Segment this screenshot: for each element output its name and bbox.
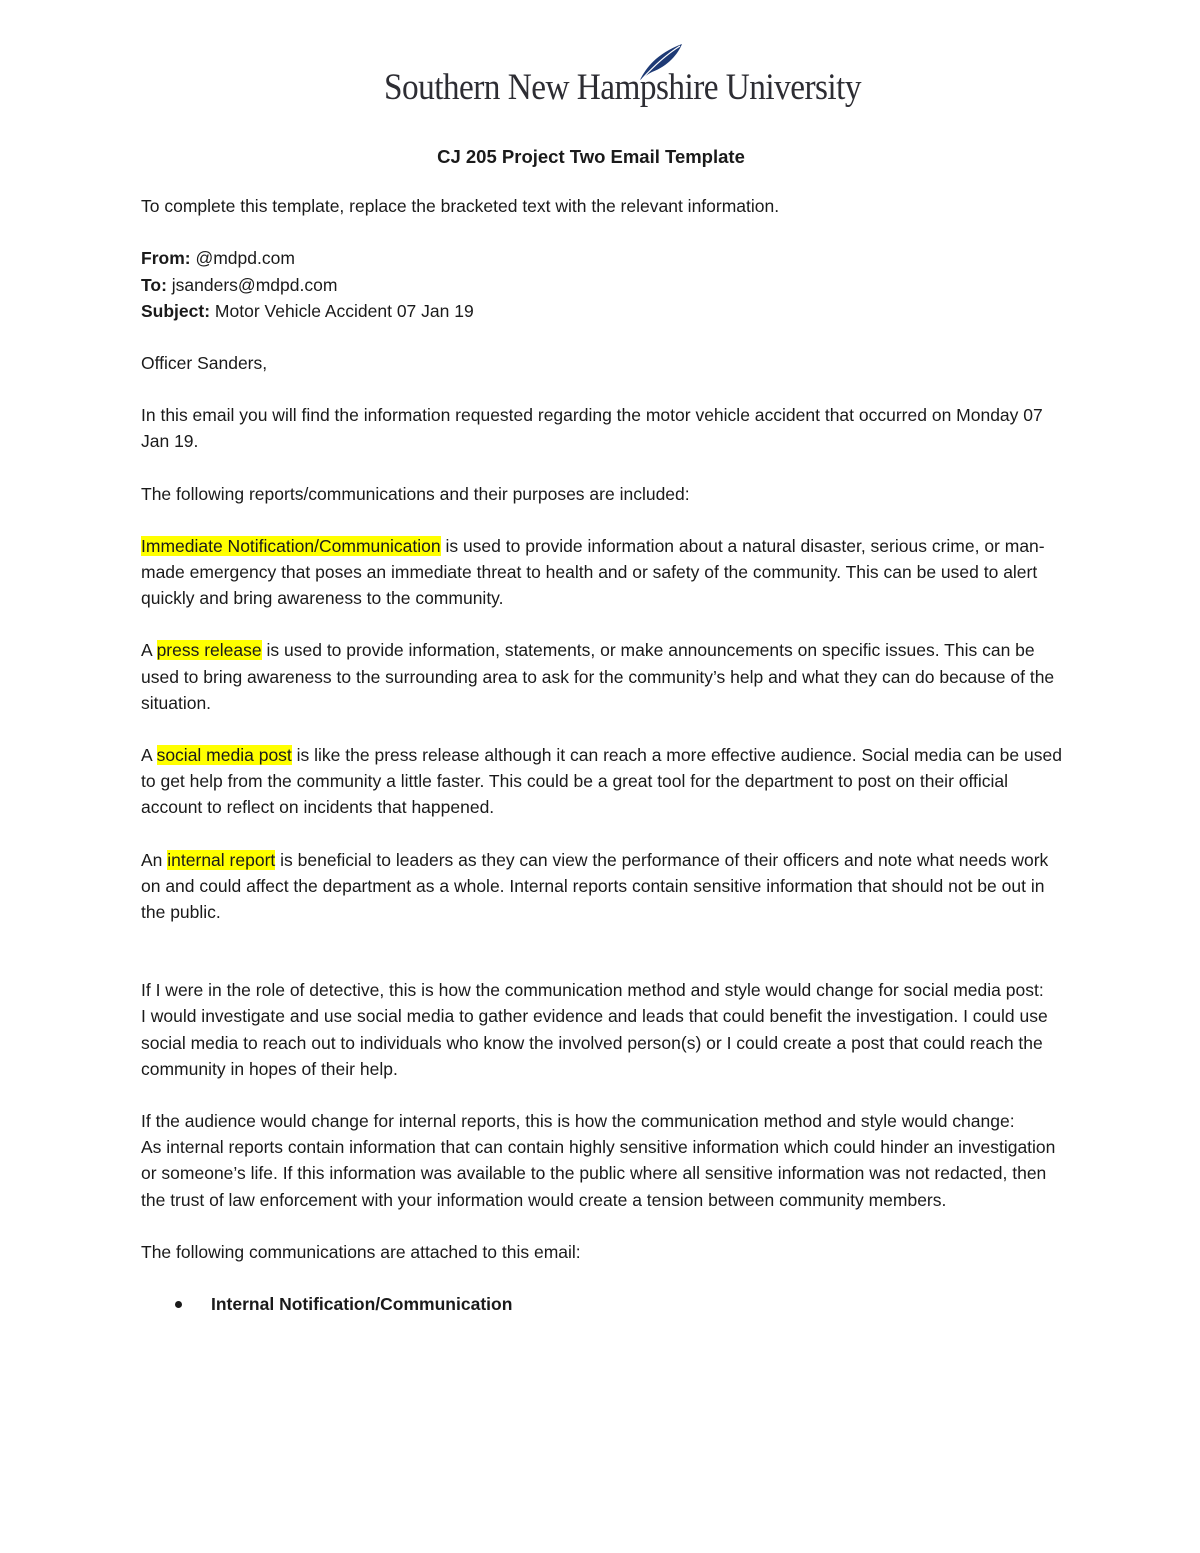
highlighted-term: internal report (167, 849, 276, 870)
highlighted-term: Immediate Notification/Communication (141, 535, 441, 556)
audience-answer: As internal reports contain information that can contain highly sensitive information which could hinder an investigation or someone’s life. If this information was available to the public where all sensitive information was not redacted, then the trust of law enforcement with your information would create a tension between community members. (141, 1137, 1056, 1210)
item-prefix: A (141, 640, 157, 661)
to-value: jsanders@mdpd.com (166, 274, 338, 295)
attachments-intro: The following communications are attached to this email: (141, 1241, 581, 1262)
greeting: Officer Sanders, (141, 353, 268, 374)
item-text: is beneficial to leaders as they can view the performance of their officers and note what needs work on and could affect the department as a whole. Internal reports contain sensitive information that should not be out in the public. (141, 849, 1049, 923)
item-prefix: An (141, 849, 168, 870)
attachments-list (141, 1291, 1071, 1317)
highlighted-term: press release (156, 640, 262, 661)
item-paragraph (141, 742, 1071, 821)
audience-section (141, 1108, 1071, 1213)
item-paragraph (141, 847, 1071, 926)
subject-label: Subject: (141, 300, 211, 321)
instructions: To complete this template, replace the bracketed text with the relevant information. (141, 196, 780, 217)
item-prefix: A (141, 745, 157, 766)
item-paragraph (141, 533, 1071, 612)
bullet-icon (175, 1301, 182, 1308)
from-value: @mdpd.com (190, 248, 295, 269)
item-paragraph (141, 637, 1071, 716)
to-label: To: (141, 274, 167, 295)
detective-section (141, 977, 1071, 1082)
item-text: is like the press release although it can reach a more effective audience. Social media can be used to get help from the community a little faster. This could be a great tool for the department to post on their official account to reflect on incidents that happened. (141, 745, 1062, 818)
from-line (141, 245, 1071, 271)
list-intro: The following reports/communications and their purposes are included: (141, 483, 690, 504)
detective-prompt: If I were in the role of detective, this is how the communication method and style would change for social media post: (141, 980, 1044, 1001)
intro-paragraph: In this email you will find the information requested regarding the motor vehicle accident that occurred on Monday 07 Jan 19. (141, 405, 1043, 452)
detective-answer: I would investigate and use social media to gather evidence and leads that could benefit the investigation. I could use social media to reach out to individuals who know the involved person(s) or I could create a post that could reach the community in hopes of their help. (141, 1006, 1048, 1079)
audience-prompt: If the audience would change for internal reports, this is how the communication method and style would change: (141, 1111, 1015, 1132)
subject-line (141, 298, 1071, 324)
page-title: CJ 205 Project Two Email Template (437, 146, 745, 167)
highlighted-term: social media post (156, 745, 292, 766)
item-text: is used to provide information, statements, or make announcements on specific issues. This can be used to bring awareness to the surrounding area to ask for the community’s help and what they can do because of the situation. (141, 640, 1055, 713)
attachment-label: Internal Notification/Communication (211, 1294, 513, 1315)
university-logo (384, 40, 861, 110)
email-template-body (141, 144, 1071, 1317)
logo-wordmark: Southern New Hampshire University (384, 67, 861, 108)
email-header (141, 245, 1071, 324)
item-text: is used to provide information about a natural disaster, serious crime, or man-made emergency that poses an immediate threat to health and or safety of the community. This can be used to alert quickly and bring awareness to the community. (141, 535, 1045, 609)
to-line (141, 272, 1071, 298)
list-item (163, 1291, 1071, 1317)
from-label: From: (141, 248, 191, 269)
subject-value: Motor Vehicle Accident 07 Jan 19 (210, 300, 474, 321)
